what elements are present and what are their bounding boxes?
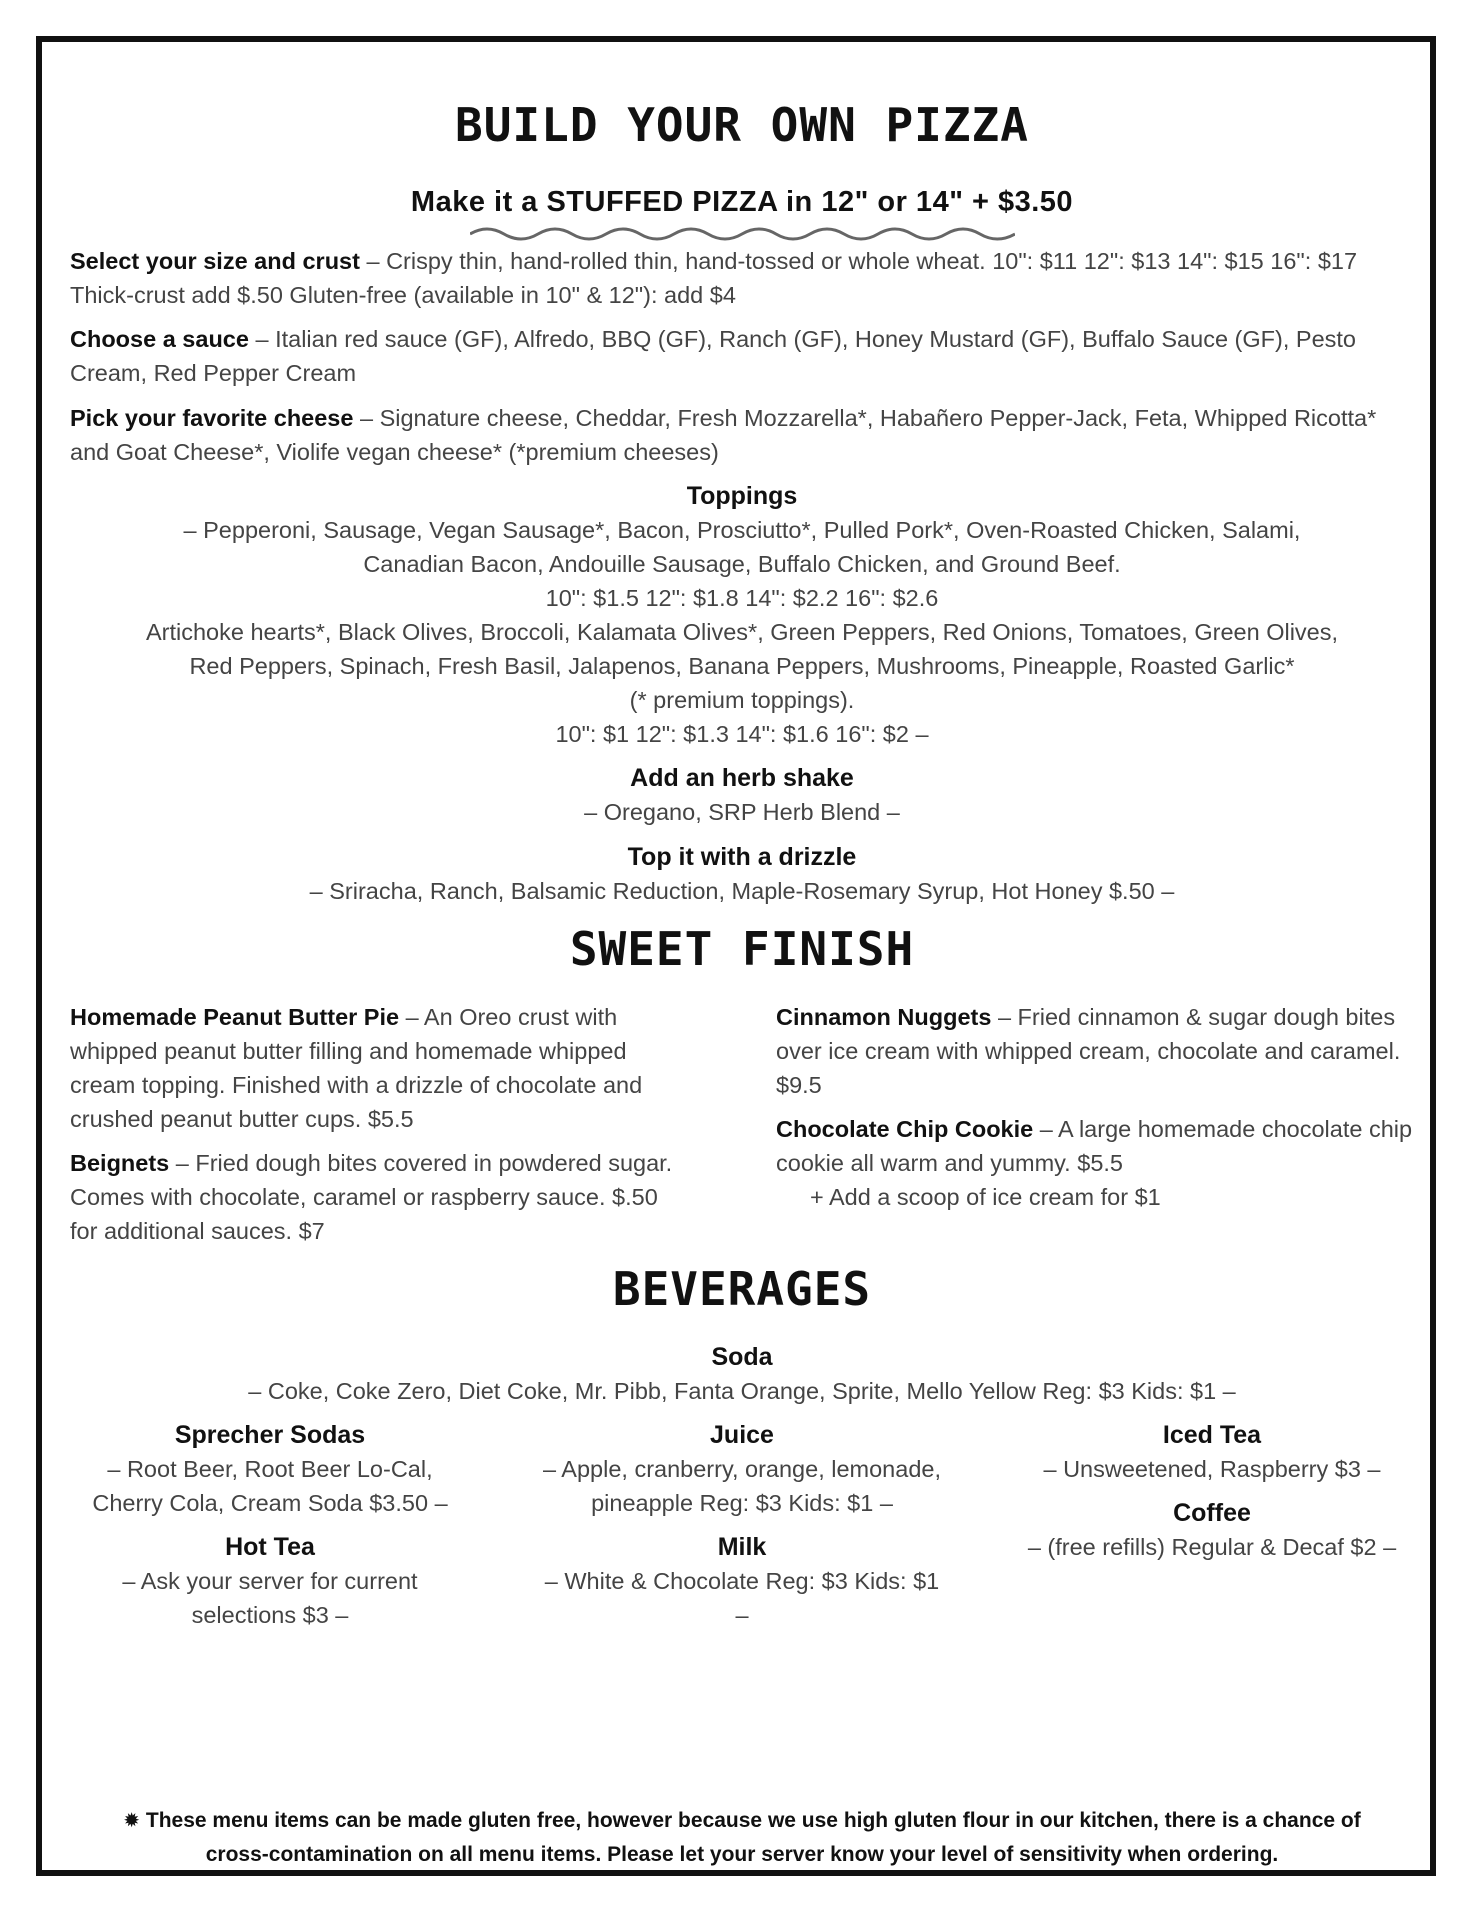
beignets-item xyxy=(70,1146,686,1248)
toppings-meat-prices: 10": $1.5 12": $1.8 14": $2.2 16": $2.6 xyxy=(545,585,939,611)
beverages-section-title: BEVERAGES xyxy=(612,1262,872,1316)
herb-heading: Add an herb shake xyxy=(630,764,854,792)
cookie-addon: + Add a scoop of ice cream for $1 xyxy=(810,1184,1161,1210)
iced-tea-item xyxy=(1012,1418,1412,1486)
sweet-left-column xyxy=(70,1000,686,1258)
wavy-underline xyxy=(470,224,1015,244)
coffee-text: – (free refills) Regular & Decaf $2 – xyxy=(1027,1534,1397,1560)
iced-tea-text: – Unsweetened, Raspberry $3 – xyxy=(1043,1456,1381,1482)
gluten-footnote xyxy=(100,1804,1384,1872)
sprecher-item xyxy=(70,1418,470,1520)
beignets-text: – Fried dough bites covered in powdered sugar. Comes with chocolate, caramel or raspberry sauce. $.50 for additional sauces. $7 xyxy=(70,1150,673,1244)
iced-tea-heading: Iced Tea xyxy=(1162,1421,1262,1449)
gluten-footnote-text: These menu items can be made gluten free, however because we use high gluten flour in our kitchen, there is a chance of cross-contamination on all menu items. Please let your server know your level of sensitivity when ordering. xyxy=(145,1809,1361,1866)
cookie-item xyxy=(776,1112,1416,1180)
sprecher-heading: Sprecher Sodas xyxy=(174,1421,366,1449)
toppings-meat-line-2: Canadian Bacon, Andouille Sausage, Buffalo Chicken, and Ground Beef. xyxy=(363,551,1121,577)
sauce-label: Choose a sauce xyxy=(70,326,249,352)
coffee-heading: Coffee xyxy=(1173,1499,1251,1527)
cookie-label: Chocolate Chip Cookie xyxy=(776,1116,1034,1142)
hot-tea-text: – Ask your server for current selections $3 – xyxy=(122,1568,418,1628)
drizzle-text: – Sriracha, Ranch, Balsamic Reduction, Maple-Rosemary Syrup, Hot Honey $.50 – xyxy=(309,878,1175,904)
beignets-label: Beignets xyxy=(70,1150,170,1176)
cheese-label: Pick your favorite cheese xyxy=(70,405,354,431)
cinnamon-nuggets-item xyxy=(776,1000,1416,1102)
cinnamon-nuggets-label: Cinnamon Nuggets xyxy=(776,1004,992,1030)
soda-heading: Soda xyxy=(711,1343,773,1371)
cheese-text: – Signature cheese, Cheddar, Fresh Mozzarella*, Habañero Pepper-Jack, Feta, Whipped Ricotta* and Goat Cheese*, Violife vegan cheese* (*premium cheeses) xyxy=(70,405,1377,465)
drizzle-heading: Top it with a drizzle xyxy=(627,843,857,871)
hot-tea-heading: Hot Tea xyxy=(225,1533,315,1561)
juice-heading: Juice xyxy=(710,1421,774,1449)
sweet-right-column xyxy=(776,1000,1416,1214)
milk-item xyxy=(542,1530,942,1632)
herb-block xyxy=(70,761,1414,829)
beverages-left-column xyxy=(70,1418,470,1642)
coffee-item xyxy=(1012,1496,1412,1564)
soda-block xyxy=(70,1340,1414,1408)
stuffed-pizza-offer: Make it a STUFFED PIZZA in 12" or 14" + $3.50 xyxy=(410,186,1074,218)
sauce-text: – Italian red sauce (GF), Alfredo, BBQ (GF), Ranch (GF), Honey Mustard (GF), Buffalo Sauce (GF), Pesto Cream, Red Pepper Cream xyxy=(70,326,1356,386)
burst-icon: ✹ xyxy=(123,1810,141,1832)
peanut-butter-pie-label: Homemade Peanut Butter Pie xyxy=(70,1004,400,1030)
toppings-veg-line-2: Red Peppers, Spinach, Fresh Basil, Jalapenos, Banana Peppers, Mushrooms, Pineapple, Roasted Garlic* xyxy=(189,653,1295,679)
juice-item xyxy=(542,1418,942,1520)
size-crust-label: Select your size and crust xyxy=(70,248,360,274)
sauce-item xyxy=(70,322,1414,390)
peanut-butter-pie-text: – An Oreo crust with whipped peanut butter filling and homemade whipped cream topping. Finished with a drizzle of chocolate and crushed peanut butter cups. $5.5 xyxy=(70,1004,643,1132)
beverages-middle-column xyxy=(542,1418,942,1642)
cookie-text: – A large homemade chocolate chip cookie all warm and yummy. $5.5 xyxy=(776,1116,1413,1176)
toppings-veg-prices: 10": $1 12": $1.3 14": $1.6 16": $2 – xyxy=(555,721,929,747)
pizza-section-title: BUILD YOUR OWN PIZZA xyxy=(455,98,1029,152)
soda-text: – Coke, Coke Zero, Diet Coke, Mr. Pibb, Fanta Orange, Sprite, Mello Yellow Reg: $3 Kids: $1 – xyxy=(248,1378,1236,1404)
toppings-veg-line-1: Artichoke hearts*, Black Olives, Broccoli, Kalamata Olives*, Green Peppers, Red Onions, Tomatoes, Green Olives, xyxy=(145,619,1339,645)
milk-heading: Milk xyxy=(717,1533,767,1561)
cinnamon-nuggets-text: – Fried cinnamon & sugar dough bites over ice cream with whipped cream, chocolate and caramel. $9.5 xyxy=(776,1004,1401,1098)
size-crust-text: – Crispy thin, hand-rolled thin, hand-tossed or whole wheat. 10": $11 12": $13 14": $15 16": $17 Thick-crust add $.50 Gluten-free (available in 10" & 12"): add $4 xyxy=(70,248,1358,308)
cheese-item xyxy=(70,401,1414,469)
toppings-heading: Toppings xyxy=(686,482,798,510)
toppings-premium-note: (* premium toppings). xyxy=(629,687,855,713)
toppings-meat-line-1: – Pepperoni, Sausage, Vegan Sausage*, Bacon, Prosciutto*, Pulled Pork*, Oven-Roasted Chicken, Salami, xyxy=(183,517,1301,543)
sweet-section-title: SWEET FINISH xyxy=(569,922,915,976)
peanut-butter-pie-item xyxy=(70,1000,686,1136)
beverages-right-column xyxy=(1012,1418,1412,1574)
juice-text: – Apple, cranberry, orange, lemonade, pineapple Reg: $3 Kids: $1 – xyxy=(542,1456,941,1516)
size-crust-item xyxy=(70,244,1414,312)
milk-text: – White & Chocolate Reg: $3 Kids: $1 – xyxy=(544,1568,940,1628)
hot-tea-item xyxy=(70,1530,470,1632)
herb-text: – Oregano, SRP Herb Blend – xyxy=(584,799,900,825)
toppings-block xyxy=(70,479,1414,751)
drizzle-block xyxy=(70,840,1414,908)
sprecher-text: – Root Beer, Root Beer Lo-Cal, Cherry Cola, Cream Soda $3.50 – xyxy=(92,1456,448,1516)
